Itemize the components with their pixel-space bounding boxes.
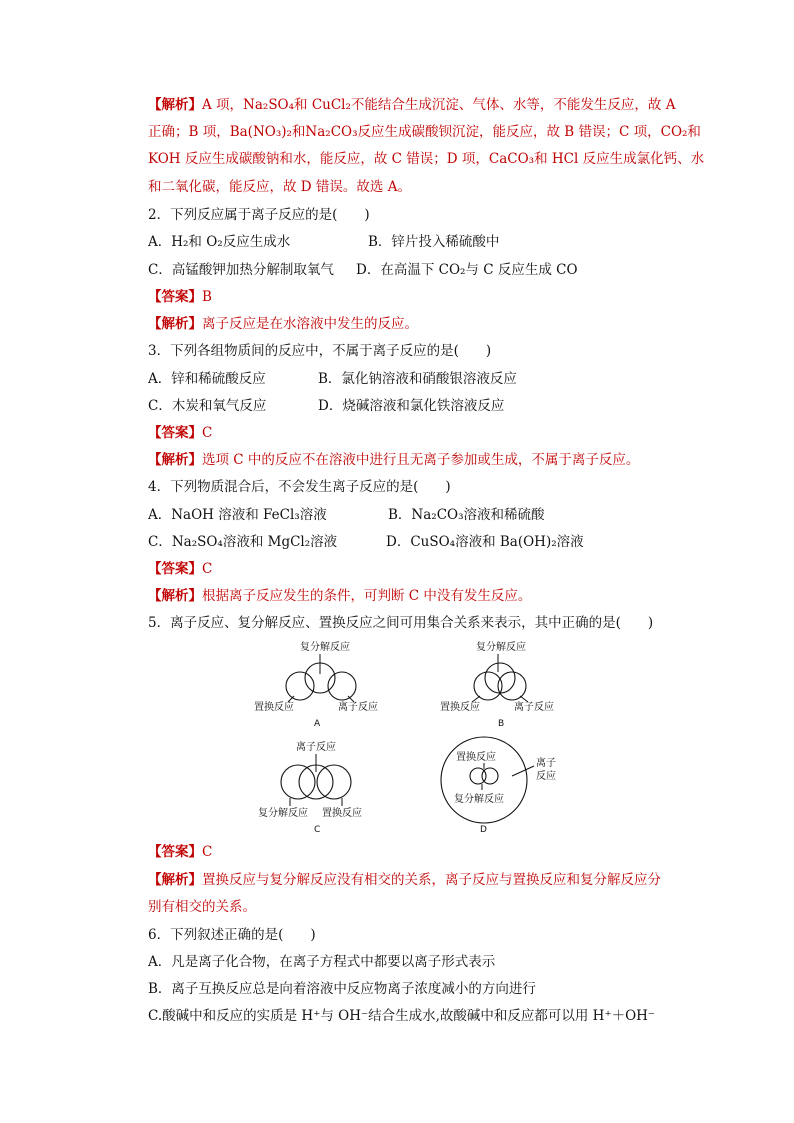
q2-answer-value: B	[202, 289, 212, 305]
q2-analysis	[148, 315, 418, 333]
q5-stem: 5．离子反应、复分解反应、置换反应之间可用集合关系来表示，其中正确的是( )	[148, 615, 654, 631]
fig-d-outer-arrow	[512, 766, 534, 776]
fig-a-right-label: 离子反应	[338, 702, 378, 713]
fig-d-outer-circle	[441, 737, 527, 823]
q3-analysis-text: 选项 C 中的反应不在溶液中进行且无离子参加或生成，不属于离子反应。	[202, 452, 640, 468]
q3-option-c: C．木炭和氧气反应	[148, 398, 267, 414]
q4-option-c: C．Na₂SO₄溶液和 MgCl₂溶液	[148, 534, 338, 550]
q5-analysis-tag: 【解析】	[148, 872, 202, 888]
q3-option-a: A．锌和稀硫酸反应	[148, 371, 266, 387]
q3-option-d: D．烧碱溶液和氯化铁溶液反应	[318, 398, 505, 414]
q5-answer	[148, 843, 212, 861]
fig-c-circle-right	[317, 765, 351, 799]
fig-a-top-label: 复分解反应	[300, 642, 350, 653]
q6-stem: 6．下列叙述正确的是( )	[148, 927, 316, 943]
q2-option-d: D．在高温下 CO₂与 C 反应生成 CO	[356, 262, 578, 278]
fig-a-circle-left	[286, 672, 314, 700]
q4-analysis-tag: 【解析】	[148, 588, 202, 604]
q4-option-b: B．Na₂CO₃溶液和稀硫酸	[388, 507, 545, 523]
q5-analysis-line-2: 别有相交的关系。	[148, 899, 256, 915]
q2-answer	[148, 288, 212, 306]
q2-option-b: B．锌片投入稀硫酸中	[368, 234, 500, 250]
q5-analysis-line-1	[148, 871, 661, 889]
q5-figure-c	[256, 738, 386, 838]
q5-figure-a	[250, 638, 400, 733]
q3-answer	[148, 424, 212, 442]
fig-c-right-label: 置换反应	[322, 808, 362, 819]
q4-analysis-text: 根据离子反应发生的条件，可判断 C 中没有发生反应。	[202, 588, 532, 604]
q1-analysis-tag: 【解析】	[148, 97, 202, 113]
q5-figure-d	[440, 736, 570, 838]
q5-answer-tag: 【答案】	[148, 844, 202, 860]
q4-answer-tag: 【答案】	[148, 561, 202, 577]
q4-answer	[148, 560, 212, 578]
q2-answer-tag: 【答案】	[148, 289, 202, 305]
q1-analysis-text-1: A 项，Na₂SO₄和 CuCl₂不能结合生成沉淀、气体、水等，不能发生反应，故 A	[202, 97, 676, 113]
fig-d-inner-top-label: 置换反应	[456, 752, 496, 763]
q2-stem: 2．下列反应属于离子反应的是( )	[148, 207, 370, 223]
q5-answer-value: C	[202, 844, 213, 860]
q2-analysis-text: 离子反应是在水溶液中发生的反应。	[202, 316, 418, 332]
q4-answer-value: C	[202, 561, 213, 577]
q1-analysis-line-4: 和二氧化碳，能反应，故 D 错误。故选 A。	[148, 179, 411, 195]
fig-c-caption: C	[314, 825, 321, 835]
fig-c-circle-left	[281, 765, 315, 799]
q3-stem: 3．下列各组物质间的反应中，不属于离子反应的是( )	[148, 343, 492, 359]
q1-analysis-line-2: 正确；B 项，Ba(NO₃)₂和Na₂CO₃反应生成碳酸钡沉淀，能反应，故 B 错误；C 项，CO₂和	[148, 124, 701, 140]
fig-d-outer-label-1: 离子	[536, 758, 556, 769]
q4-option-a: A．NaOH 溶液和 FeCl₃溶液	[148, 507, 327, 523]
q4-stem: 4．下列物质混合后，不会发生离子反应的是( )	[148, 479, 451, 495]
fig-d-caption: D	[480, 825, 487, 835]
fig-c-left-label: 复分解反应	[258, 808, 308, 819]
fig-b-top-label: 复分解反应	[476, 642, 526, 653]
q4-option-d: D．CuSO₄溶液和 Ba(OH)₂溶液	[386, 534, 584, 550]
fig-b-right-label: 离子反应	[514, 702, 554, 713]
fig-d-inner-right-circle	[482, 768, 498, 784]
fig-b-caption: B	[498, 719, 505, 729]
q6-option-b: B．离子互换反应总是向着溶液中反应物离子浓度减小的方向进行	[148, 981, 536, 997]
q4-analysis	[148, 587, 531, 605]
q2-option-c: C．高锰酸钾加热分解制取氧气	[148, 262, 334, 278]
q3-answer-tag: 【答案】	[148, 425, 202, 441]
fig-a-left-label: 置换反应	[254, 702, 294, 713]
q1-analysis-line-1	[148, 96, 675, 114]
q5-analysis-text-1: 置换反应与复分解反应没有相交的关系，离子反应与置换反应和复分解反应分	[202, 872, 661, 888]
q1-analysis-line-3: KOH 反应生成碳酸钠和水，能反应，故 C 错误；D 项，CaCO₃和 HCl 反应生成氯化钙、水	[148, 151, 705, 167]
fig-b-left-label: 置换反应	[440, 702, 480, 713]
fig-d-outer-label-2: 反应	[536, 771, 556, 782]
q2-option-a: A．H₂和 O₂反应生成水	[148, 234, 291, 250]
q3-analysis-tag: 【解析】	[148, 452, 202, 468]
q3-answer-value: C	[202, 425, 213, 441]
fig-c-top-label: 离子反应	[296, 742, 336, 753]
fig-a-caption: A	[314, 719, 321, 729]
q2-analysis-tag: 【解析】	[148, 316, 202, 332]
q5-figure-b	[434, 638, 584, 733]
q3-option-b: B．氯化钠溶液和硝酸银溶液反应	[318, 371, 517, 387]
q3-analysis	[148, 451, 639, 469]
q6-option-a: A．凡是离子化合物，在离子方程式中都要以离子形式表示	[148, 954, 496, 970]
fig-d-inner-bottom-label: 复分解反应	[454, 794, 504, 805]
q6-option-c: C.酸碱中和反应的实质是 H⁺与 OH⁻结合生成水,故酸碱中和反应都可以用 H⁺＋OH⁻	[148, 1008, 656, 1024]
